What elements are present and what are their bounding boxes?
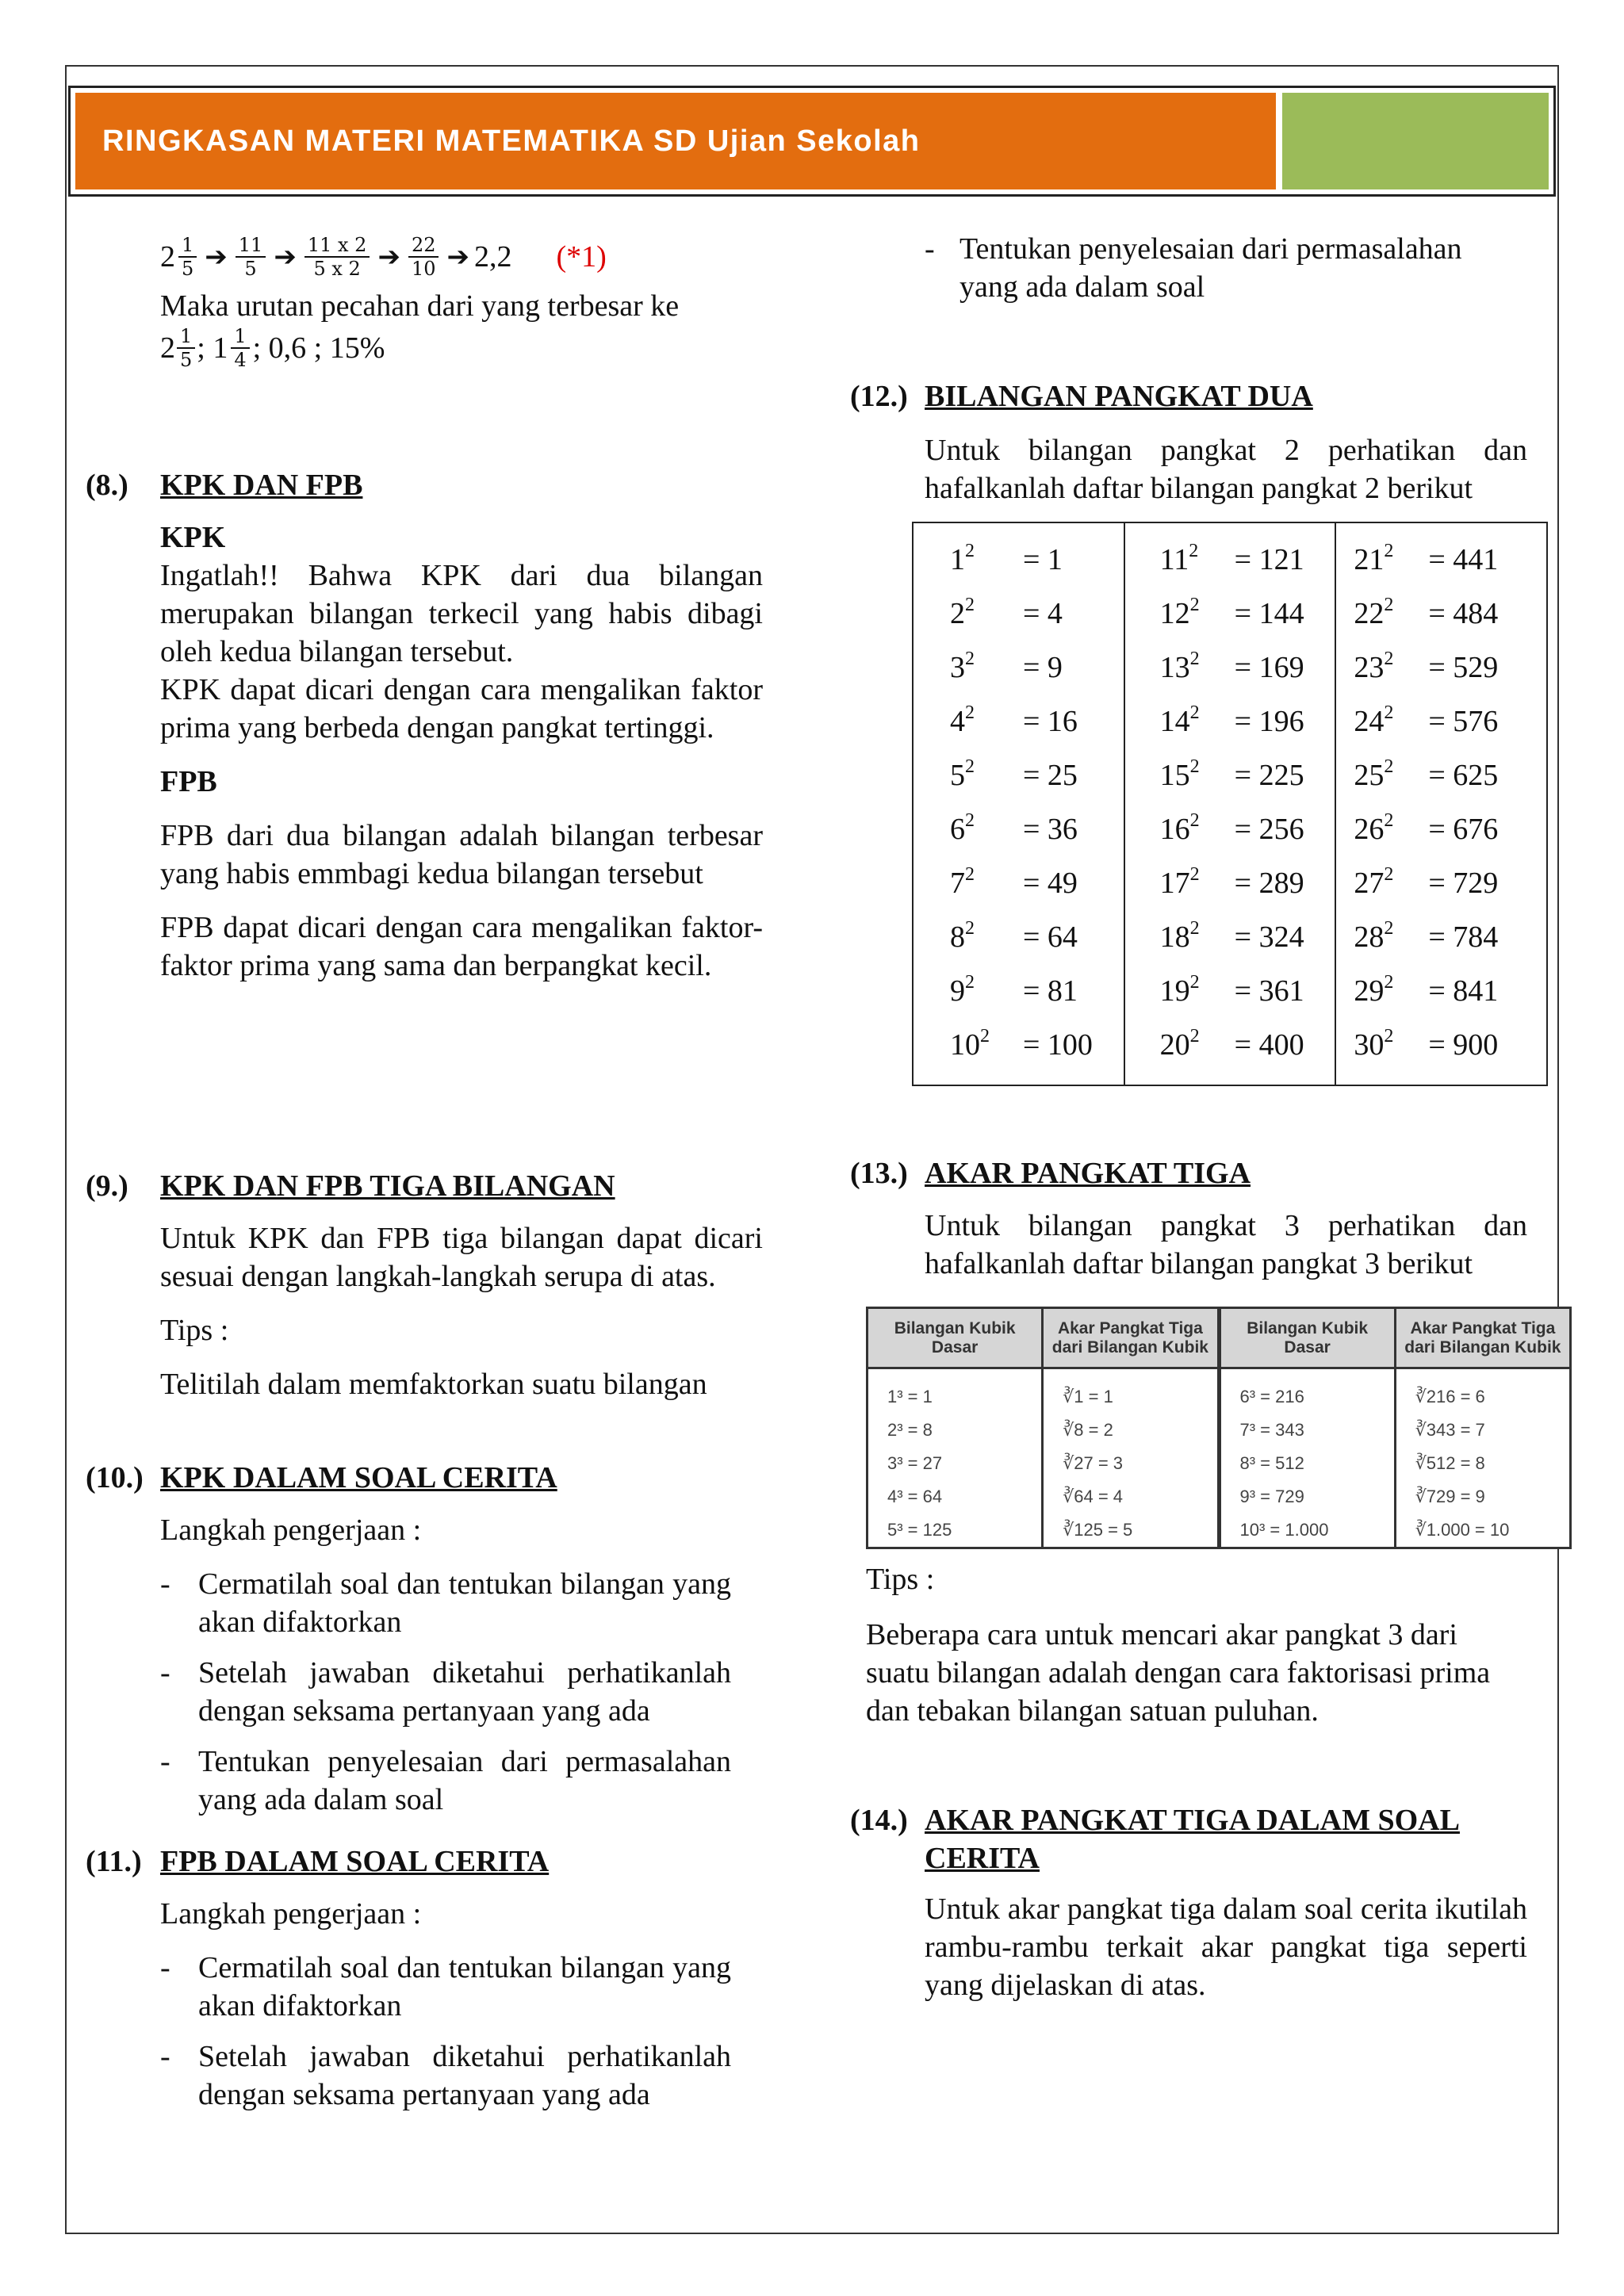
square-row xyxy=(1125,587,1335,641)
cube-value: 3³ = 27 xyxy=(887,1453,943,1473)
square-row xyxy=(1125,641,1335,695)
kpk-paragraph-1: Ingatlah!! Bahwa KPK dari dua bilangan merupakan bilangan terkecil yang habis dibagi oleh kedua bilangan tersebut. xyxy=(160,559,763,668)
square-value: = 484 xyxy=(1428,597,1499,630)
square-row xyxy=(914,856,1124,910)
order-line: 2 $\frac{1}{5}$ ; 1 $\frac{1}{4}$ ; 0,6 ; 15% xyxy=(160,325,385,371)
square-value: = 100 xyxy=(1023,1028,1093,1062)
cube-table-group-2 xyxy=(1217,1309,1570,1547)
list-item: - Cermatilah soal dan tentukan bilangan yang akan difaktorkan xyxy=(160,1567,731,1639)
square-row xyxy=(1336,856,1546,910)
square-row xyxy=(914,802,1124,856)
cube-root-column xyxy=(1041,1309,1216,1547)
section-13-heading: (13.) AKAR PANGKAT TIGA xyxy=(850,1157,1251,1190)
whole-number: 2 xyxy=(160,240,175,274)
square-base: $3^2$ xyxy=(950,649,975,684)
squares-column xyxy=(1125,523,1337,1085)
cube-root-value: ∛8 = 2 xyxy=(1063,1420,1113,1440)
steps-list xyxy=(925,230,1519,306)
square-value: = 529 xyxy=(1428,651,1499,684)
steps-list xyxy=(160,1949,731,2114)
square-value: = 81 xyxy=(1023,974,1078,1008)
cube-root-column-header: Akar Pangkat Tiga dari Bilangan Kubik xyxy=(1396,1309,1569,1369)
square-row xyxy=(1125,533,1335,587)
section-9-heading: (9.) KPK DAN FPB TIGA BILANGAN xyxy=(86,1169,615,1203)
square-base: $27^2$ xyxy=(1354,864,1394,900)
section-11-heading: (11.) FPB DALAM SOAL CERITA xyxy=(86,1845,550,1878)
cube-value: 6³ = 216 xyxy=(1239,1387,1304,1406)
square-base: $12^2$ xyxy=(1159,595,1200,630)
cube-value: 2³ = 8 xyxy=(887,1420,933,1440)
banner-green-block xyxy=(1282,93,1549,189)
square-value: = 225 xyxy=(1234,759,1304,792)
square-base: $15^2$ xyxy=(1159,756,1200,792)
fraction: $\frac{11}{5}$ xyxy=(236,234,266,280)
section-11-body xyxy=(160,1895,731,2126)
square-value: = 64 xyxy=(1023,920,1078,954)
conversion-result: 2,2 xyxy=(473,240,512,274)
section-8-body xyxy=(160,519,763,985)
squares-column xyxy=(914,523,1125,1085)
fpb-paragraph-2: FPB dapat dicari dengan cara mengalikan faktor-faktor prima yang sama dan berpangkat kecil. xyxy=(160,911,763,982)
tips-label: Tips : xyxy=(160,1314,229,1347)
section-9-body xyxy=(160,1219,763,1403)
square-row xyxy=(1336,910,1546,964)
square-base: $25^2$ xyxy=(1354,756,1394,792)
square-value: = 36 xyxy=(1023,813,1078,846)
square-value: = 625 xyxy=(1428,759,1499,792)
cube-root-column xyxy=(1394,1309,1569,1547)
square-base: $11^2$ xyxy=(1159,541,1199,576)
banner-orange-block xyxy=(75,93,1276,189)
square-value: = 256 xyxy=(1234,813,1304,846)
square-value: = 169 xyxy=(1234,651,1304,684)
fraction: $\frac{1}{4}$ xyxy=(231,325,249,371)
square-value: = 841 xyxy=(1428,974,1499,1008)
square-base: $22^2$ xyxy=(1354,595,1394,630)
square-base: $5^2$ xyxy=(950,756,975,792)
section-10-body xyxy=(160,1511,731,1831)
square-base: $23^2$ xyxy=(1354,649,1394,684)
cube-value: 8³ = 512 xyxy=(1239,1453,1304,1473)
fraction: $\frac{22}{10}$ xyxy=(408,234,439,280)
square-base: $18^2$ xyxy=(1159,918,1200,954)
square-value: = 121 xyxy=(1234,543,1304,576)
square-value: = 9 xyxy=(1023,651,1063,684)
square-row xyxy=(1125,856,1335,910)
squares-column xyxy=(1336,523,1546,1085)
cube-value: 9³ = 729 xyxy=(1239,1487,1304,1506)
cube-root-value: ∛27 = 3 xyxy=(1063,1453,1124,1473)
square-value: = 576 xyxy=(1428,705,1499,738)
square-value: = 1 xyxy=(1023,543,1063,576)
cube-root-value: ∛729 = 9 xyxy=(1415,1487,1485,1506)
square-value: = 324 xyxy=(1234,920,1304,954)
fraction: $\frac{11 x 2}{5 x 2}$ xyxy=(304,234,370,280)
square-value: = 361 xyxy=(1234,974,1304,1008)
square-row xyxy=(914,641,1124,695)
tips-label: Tips : xyxy=(866,1563,935,1596)
cube-root-value: ∛343 = 7 xyxy=(1415,1420,1485,1440)
cube-root-value: ∛64 = 4 xyxy=(1063,1487,1124,1506)
arrow-right-icon: ➔ xyxy=(446,241,469,273)
square-row xyxy=(1336,533,1546,587)
square-value: = 676 xyxy=(1428,813,1499,846)
square-row xyxy=(1125,695,1335,748)
square-base: $10^2$ xyxy=(950,1026,990,1062)
section-8-heading: (8.) KPK DAN FPB xyxy=(86,469,363,502)
header-banner xyxy=(68,86,1556,197)
square-value: = 196 xyxy=(1234,705,1304,738)
square-base: $16^2$ xyxy=(1159,810,1200,846)
square-row xyxy=(914,910,1124,964)
square-row xyxy=(1336,748,1546,802)
square-row xyxy=(1336,587,1546,641)
square-base: $30^2$ xyxy=(1354,1026,1394,1062)
section-13-tips xyxy=(866,1560,1516,1730)
square-value: = 784 xyxy=(1428,920,1499,954)
section-10-heading: (10.) KPK DALAM SOAL CERITA xyxy=(86,1461,557,1494)
cube-value: 1³ = 1 xyxy=(887,1387,933,1406)
cube-value: 10³ = 1.000 xyxy=(1239,1520,1329,1540)
square-value: = 400 xyxy=(1234,1028,1304,1062)
list-item: - Tentukan penyelesaian dari permasalahan yang ada dalam soal xyxy=(160,1745,731,1816)
cube-column xyxy=(1221,1309,1394,1547)
steps-list xyxy=(160,1565,731,1819)
section-14-paragraph: Untuk akar pangkat tiga dalam soal cerita ikutilah rambu-rambu terkait akar pangkat tiga seperti yang dijelaskan di atas. xyxy=(925,1892,1527,2002)
list-item: - Setelah jawaban diketahui perhatikanlah dengan seksama pertanyaan yang ada xyxy=(160,1656,731,1728)
square-base: $14^2$ xyxy=(1159,702,1200,738)
square-row xyxy=(914,964,1124,1018)
cube-root-value: ∛216 = 6 xyxy=(1415,1387,1485,1406)
square-row xyxy=(914,695,1124,748)
cube-value: 5³ = 125 xyxy=(887,1520,952,1540)
fraction: $\frac{1}{5}$ xyxy=(177,325,195,371)
square-row xyxy=(914,1018,1124,1072)
section-13-intro xyxy=(925,1207,1527,1283)
section-12-heading: (12.) BILANGAN PANGKAT DUA xyxy=(850,380,1313,413)
cube-root-column-header: Akar Pangkat Tiga dari Bilangan Kubik xyxy=(1044,1309,1216,1369)
cube-table-group-1 xyxy=(868,1309,1217,1547)
fpb-paragraph-1: FPB dari dua bilangan adalah bilangan terbesar yang habis emmbagi kedua bilangan tersebut xyxy=(160,819,763,890)
square-row xyxy=(1336,695,1546,748)
square-value: = 25 xyxy=(1023,759,1078,792)
square-base: $13^2$ xyxy=(1159,649,1200,684)
square-value: = 729 xyxy=(1428,867,1499,900)
square-base: $9^2$ xyxy=(950,972,975,1008)
square-base: $8^2$ xyxy=(950,918,975,954)
square-base: $26^2$ xyxy=(1354,810,1394,846)
section-14-heading: (14.) AKAR PANGKAT TIGA DALAM SOAL CERITA xyxy=(850,1804,1460,1875)
square-value: = 900 xyxy=(1428,1028,1499,1062)
steps-intro: Langkah pengerjaan : xyxy=(160,1897,422,1931)
steps-intro: Langkah pengerjaan : xyxy=(160,1513,422,1547)
square-base: $17^2$ xyxy=(1159,864,1200,900)
square-base: $21^2$ xyxy=(1354,541,1394,576)
square-base: $19^2$ xyxy=(1159,972,1200,1008)
square-row xyxy=(1125,964,1335,1018)
cube-root-table xyxy=(866,1307,1572,1549)
kpk-label: KPK xyxy=(160,521,226,554)
square-base: $2^2$ xyxy=(950,595,975,630)
square-base: $24^2$ xyxy=(1354,702,1394,738)
arrow-right-icon: ➔ xyxy=(377,241,400,273)
cube-column-header: Bilangan Kubik Dasar xyxy=(1221,1309,1394,1369)
cube-root-value: ∛1 = 1 xyxy=(1063,1387,1113,1406)
footnote-marker: (*1) xyxy=(556,240,607,274)
list-item: - Tentukan penyelesaian dari permasalahan yang ada dalam soal xyxy=(925,232,1462,304)
square-base: $7^2$ xyxy=(950,864,975,900)
square-value: = 4 xyxy=(1023,597,1063,630)
square-base: $6^2$ xyxy=(950,810,975,846)
cube-value: 7³ = 343 xyxy=(1239,1420,1304,1440)
carryover-step xyxy=(925,230,1519,319)
list-item: - Setelah jawaban diketahui perhatikanlah dengan seksama pertanyaan yang ada xyxy=(160,2040,731,2111)
cube-root-value: ∛125 = 5 xyxy=(1063,1520,1133,1540)
square-row xyxy=(914,587,1124,641)
cube-column xyxy=(868,1309,1041,1547)
square-row xyxy=(1336,1018,1546,1072)
square-base: $1^2$ xyxy=(950,541,975,576)
section-9-paragraph: Untuk KPK dan FPB tiga bilangan dapat dicari sesuai dengan langkah-langkah serupa di atas. xyxy=(160,1222,763,1293)
square-value: = 289 xyxy=(1234,867,1304,900)
section-12-paragraph: Untuk bilangan pangkat 2 perhatikan dan hafalkanlah daftar bilangan pangkat 2 berikut xyxy=(925,434,1527,505)
cube-root-value: ∛512 = 8 xyxy=(1415,1453,1485,1473)
square-row xyxy=(1125,748,1335,802)
square-row xyxy=(914,533,1124,587)
square-row xyxy=(914,748,1124,802)
tip-text: Telitilah dalam memfaktorkan suatu bilangan xyxy=(160,1368,707,1401)
square-base: $29^2$ xyxy=(1354,972,1394,1008)
square-value: = 144 xyxy=(1234,597,1304,630)
square-row xyxy=(1125,910,1335,964)
section-12-intro xyxy=(925,431,1527,507)
cube-value: 4³ = 64 xyxy=(887,1487,943,1506)
square-base: $28^2$ xyxy=(1354,918,1394,954)
fraction: $\frac{1}{5}$ xyxy=(178,234,197,280)
section-13-paragraph: Untuk bilangan pangkat 3 perhatikan dan hafalkanlah daftar bilangan pangkat 3 berikut xyxy=(925,1209,1527,1280)
square-row xyxy=(1336,802,1546,856)
kpk-paragraph-2: KPK dapat dicari dengan cara mengalikan faktor prima yang berbeda dengan pangkat tertinggi. xyxy=(160,673,763,744)
squares-table xyxy=(912,522,1548,1086)
tip-text: Beberapa cara untuk mencari akar pangkat 3 dari suatu bilangan adalah dengan cara faktorisasi prima dan tebakan bilangan satuan puluhan. xyxy=(866,1618,1491,1728)
square-row xyxy=(1336,641,1546,695)
cube-root-value: ∛1.000 = 10 xyxy=(1415,1520,1510,1540)
square-base: $4^2$ xyxy=(950,702,975,738)
square-base: $20^2$ xyxy=(1159,1026,1200,1062)
fraction-conversion xyxy=(160,232,763,371)
section-14-body xyxy=(925,1890,1527,2004)
arrow-right-icon: ➔ xyxy=(205,241,228,273)
arrow-right-icon: ➔ xyxy=(274,241,297,273)
banner-title: RINGKASAN MATERI MATEMATIKA SD Ujian Sekolah xyxy=(102,124,921,158)
square-value: = 16 xyxy=(1023,705,1078,738)
square-value: = 49 xyxy=(1023,867,1078,900)
cube-column-header: Bilangan Kubik Dasar xyxy=(868,1309,1041,1369)
order-text: Maka urutan pecahan dari yang terbesar ke xyxy=(160,289,680,323)
square-row xyxy=(1336,964,1546,1018)
square-row xyxy=(1125,802,1335,856)
list-item: - Cermatilah soal dan tentukan bilangan yang akan difaktorkan xyxy=(160,1951,731,2022)
fpb-label: FPB xyxy=(160,765,217,798)
square-value: = 441 xyxy=(1428,543,1499,576)
square-row xyxy=(1125,1018,1335,1072)
